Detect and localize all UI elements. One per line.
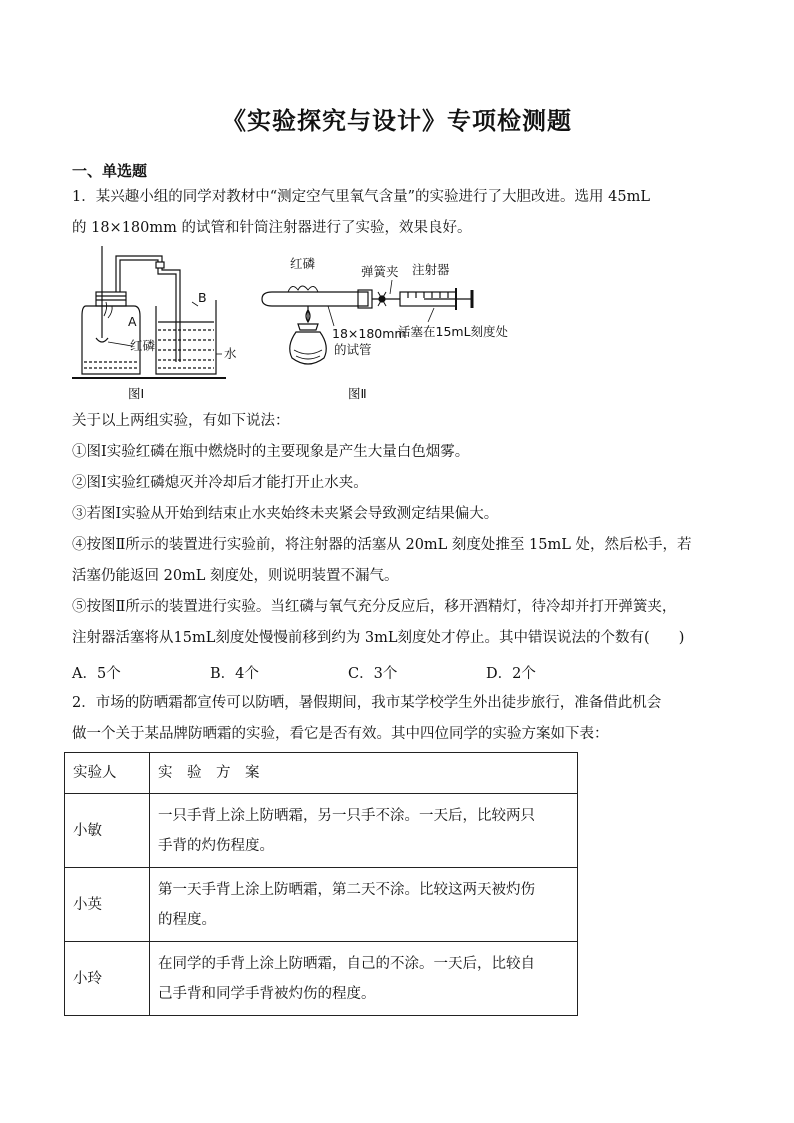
q2-stem-line-2: 做一个关于某品牌防晒霜的实验，看它是否有效。其中四位同学的实验方案如下表： <box>72 726 609 742</box>
table-row <box>65 794 578 868</box>
row-name: 小敏 <box>65 794 150 868</box>
fig2-caption: 图Ⅱ <box>348 386 367 401</box>
fig1-label-water: 水 <box>224 346 237 361</box>
row-plan-line-1: 第一天手背上涂上防晒霜，第二天不涂。比较这两天被灼伤 <box>158 881 535 898</box>
fig1-label-phosphorus: 红磷 <box>130 338 156 353</box>
fig2-label-piston: 活塞在15mL刻度处 <box>398 324 509 339</box>
row-name: 小英 <box>65 868 150 942</box>
q1-stem-line-1: 1．某兴趣小组的同学对教材中“测定空气里氧气含量”的实验进行了大胆改进。选用 45mL <box>72 189 650 205</box>
table-row <box>65 942 578 1016</box>
row-name: 小玲 <box>65 942 150 1016</box>
question-2-stem <box>72 688 726 750</box>
row-plan-line-2: 的程度。 <box>158 911 216 928</box>
q2-stem-line-1: 2．市场的防晒霜都宣传可以防晒，暑假期间，我市某学校学生外出徒步旅行，准备借此机会 <box>72 695 662 711</box>
row-plan-line-2: 己手背和同学手背被灼伤的程度。 <box>158 985 376 1002</box>
q1-statement-1: ①图Ⅰ实验红磷在瓶中燃烧时的主要现象是产生大量白色烟雾。 <box>72 444 470 460</box>
header-experimenter: 实验人 <box>65 753 150 794</box>
option-d[interactable]: D．2个 <box>486 666 536 682</box>
fig2-label-tube: 的试管 <box>334 342 372 357</box>
fig2-label-syringe: 注射器 <box>412 262 450 277</box>
q1-statement-4-line-2: 活塞仍能返回 20mL 刻度处，则说明装置不漏气。 <box>72 568 399 584</box>
table-header-row <box>65 753 578 794</box>
q1-statement-5-line-2: 注射器活塞将从15mL刻度处慢慢前移到约为 3mL刻度处才停止。其中错误说法的个数有( ) <box>72 630 685 646</box>
table-row <box>65 868 578 942</box>
figure-1-apparatus <box>72 246 226 378</box>
fig2-label-phosphorus: 红磷 <box>290 256 316 271</box>
q1-statement-4-line-1: ④按图Ⅱ所示的装置进行实验前，将注射器的活塞从 20mL 刻度处推至 15mL 处，然后松手，若 <box>72 537 692 553</box>
fig2-label-tube-size: 18×180mm <box>332 326 407 341</box>
row-plan <box>150 868 578 942</box>
q1-statement-3: ③若图Ⅰ实验从开始到结束止水夹始终未夹紧会导致测定结果偏大。 <box>72 506 499 522</box>
option-a[interactable]: A．5个 <box>72 666 121 682</box>
fig1-label-a: A <box>128 314 137 329</box>
q1-stem-line-2: 的 18×180mm 的试管和针筒注射器进行了实验，效果良好。 <box>72 220 472 236</box>
row-plan-line-2: 手背的灼伤程度。 <box>158 837 274 854</box>
row-plan <box>150 942 578 1016</box>
option-c[interactable]: C．3个 <box>348 666 398 682</box>
row-plan-line-1: 一只手背上涂上防晒霜，另一只手不涂。一天后，比较两只 <box>158 807 535 824</box>
row-plan-line-1: 在同学的手背上涂上防晒霜，自己的不涂。一天后，比较自 <box>158 955 535 972</box>
experiment-plan-table <box>64 752 578 1016</box>
q1-statement-5-line-1: ⑤按图Ⅱ所示的装置进行实验。当红磷与氧气充分反应后，移开酒精灯，待冷却并打开弹簧夹， <box>72 599 677 615</box>
header-plan: 实 验 方 案 <box>150 753 578 794</box>
question-1-stem <box>72 182 726 244</box>
q1-options <box>72 661 536 687</box>
fig1-label-b: B <box>198 290 207 305</box>
q1-intro: 关于以上两组实验，有如下说法： <box>72 413 290 429</box>
question-1-statements <box>72 406 726 654</box>
option-b[interactable]: B．4个 <box>210 666 259 682</box>
q1-statement-2: ②图Ⅰ实验红磷熄灭并冷却后才能打开止水夹。 <box>72 475 368 491</box>
section-heading: 一、单选题 <box>72 162 148 180</box>
row-plan <box>150 794 578 868</box>
fig2-label-clip: 弹簧夹 <box>361 264 399 279</box>
fig1-caption: 图Ⅰ <box>128 386 145 401</box>
page-title: 《实验探究与设计》专项检测题 <box>222 106 572 135</box>
experiment-figures <box>72 246 509 406</box>
